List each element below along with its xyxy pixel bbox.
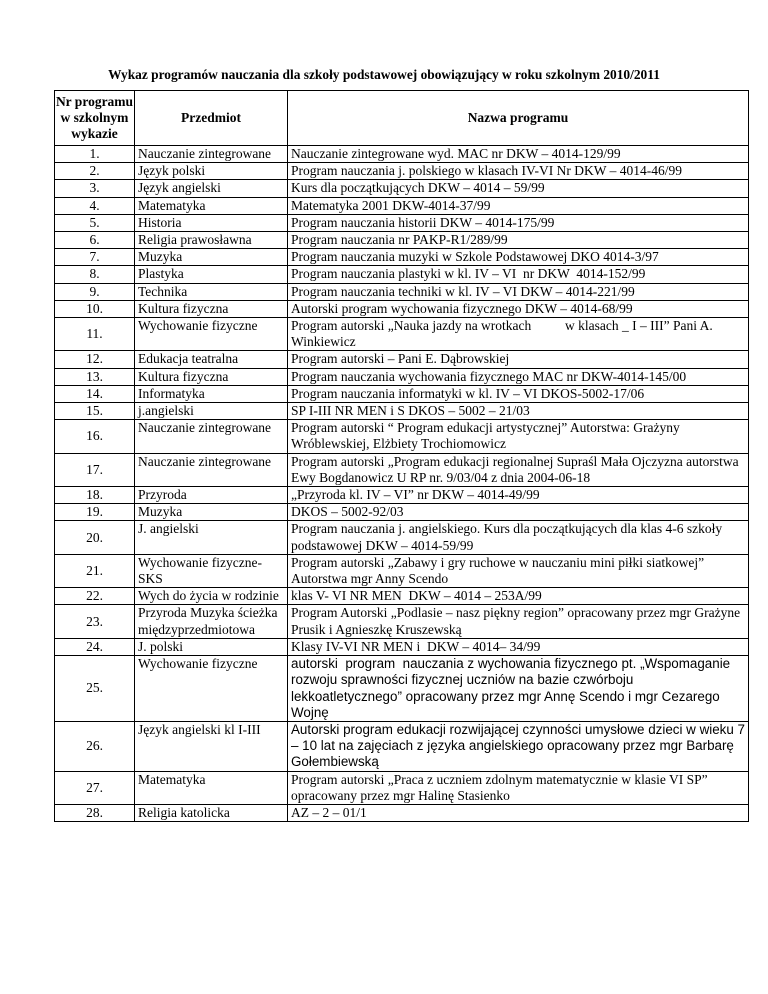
table-body: [55, 146, 749, 822]
row-subject: Nauczanie zintegrowane: [135, 453, 288, 486]
header-number: Nr programu w szkolnym wykazie: [55, 91, 135, 146]
row-program-name: Matematyka 2001 DKW-4014-37/99: [288, 197, 749, 214]
table-row: [55, 163, 749, 180]
row-program-name: Program nauczania j. polskiego w klasach IV-VI Nr DKW – 4014-46/99: [288, 163, 749, 180]
row-program-name: Program nauczania j. angielskiego. Kurs dla początkujących dla klas 4-6 szkoły podstawowej DKW – 4014-59/99: [288, 521, 749, 554]
row-number: 20.: [55, 521, 135, 554]
table-row: [55, 146, 749, 163]
row-subject: Wychowanie fizyczne- SKS: [135, 554, 288, 587]
row-subject: Edukacja teatralna: [135, 351, 288, 368]
row-program-name: Program autorski “ Program edukacji artystycznej” Autorstwa: Grażyny Wróblewskiej, Elżbiety Trochiomowicz: [288, 420, 749, 453]
row-program-name: Program nauczania nr PAKP-R1/289/99: [288, 232, 749, 249]
table-row: [55, 521, 749, 554]
row-program-name: Program autorski „Praca z uczniem zdolnym matematycznie w klasie VI SP” opracowany przez mgr Halinę Stasienko: [288, 771, 749, 804]
table-row: [55, 453, 749, 486]
row-number: 18.: [55, 487, 135, 504]
row-program-name: Program nauczania historii DKW – 4014-175/99: [288, 214, 749, 231]
row-program-name: Program autorski „Program edukacji regionalnej Supraśl Mała Ojczyzna autorstwa Ewy Bogdanowicz U RP nr. 9/03/04 z dnia 2004-06-18: [288, 453, 749, 486]
row-program-name: Program autorski „Nauka jazdy na wrotkach w klasach _ I – III” Pani A. Winkiewicz: [288, 318, 749, 351]
row-program-name: Program nauczania informatyki w kl. IV – VI DKOS-5002-17/06: [288, 385, 749, 402]
row-subject: Przyroda Muzyka ścieżka międzyprzedmiotowa: [135, 605, 288, 638]
row-subject: Kultura fizyczna: [135, 300, 288, 317]
row-program-name: Program nauczania muzyki w Szkole Podstawowej DKO 4014-3/97: [288, 249, 749, 266]
row-subject: Przyroda: [135, 487, 288, 504]
row-number: 22.: [55, 588, 135, 605]
row-program-name: Program nauczania wychowania fizycznego MAC nr DKW-4014-145/00: [288, 368, 749, 385]
table-row: [55, 300, 749, 317]
row-subject: J. angielski: [135, 521, 288, 554]
row-number: 11.: [55, 318, 135, 351]
document-title: Wykaz programów nauczania dla szkoły podstawowej obowiązujący w roku szkolnym 2010/2011: [108, 67, 660, 82]
row-program-name: Program autorski – Pani E. Dąbrowskiej: [288, 351, 749, 368]
table-row: [55, 180, 749, 197]
row-subject: Nauczanie zintegrowane: [135, 420, 288, 453]
row-subject: Wychowanie fizyczne: [135, 318, 288, 351]
table-row: [55, 214, 749, 231]
row-program-name: SP I-III NR MEN i S DKOS – 5002 – 21/03: [288, 403, 749, 420]
row-subject: Nauczanie zintegrowane: [135, 146, 288, 163]
row-number: 25.: [55, 656, 135, 722]
row-subject: Muzyka: [135, 249, 288, 266]
row-number: 10.: [55, 300, 135, 317]
table-row: [55, 318, 749, 351]
row-number: 28.: [55, 804, 135, 821]
row-program-name: Program nauczania plastyki w kl. IV – VI nr DKW 4014-152/99: [288, 266, 749, 283]
row-subject: Plastyka: [135, 266, 288, 283]
row-program-name: Program nauczania techniki w kl. IV – VI DKW – 4014-221/99: [288, 283, 749, 300]
row-subject: Język angielski: [135, 180, 288, 197]
row-number: 12.: [55, 351, 135, 368]
table-row: [55, 368, 749, 385]
table-row: [55, 638, 749, 655]
row-number: 26.: [55, 721, 135, 771]
row-program-name: Nauczanie zintegrowane wyd. MAC nr DKW – 4014-129/99: [288, 146, 749, 163]
row-program-name: Klasy IV-VI NR MEN i DKW – 4014– 34/99: [288, 638, 749, 655]
row-subject: Język polski: [135, 163, 288, 180]
table-row: [55, 249, 749, 266]
programs-table: [54, 90, 749, 822]
row-number: 2.: [55, 163, 135, 180]
row-number: 17.: [55, 453, 135, 486]
table-row: [55, 771, 749, 804]
row-program-name: Program autorski „Zabawy i gry ruchowe w nauczaniu mini piłki siatkowej” Autorstwa mgr Anny Scendo: [288, 554, 749, 587]
row-number: 24.: [55, 638, 135, 655]
row-program-name: Kurs dla początkujących DKW – 4014 – 59/99: [288, 180, 749, 197]
row-program-name: klas V- VI NR MEN DKW – 4014 – 253A/99: [288, 588, 749, 605]
row-program-name: Autorski program wychowania fizycznego DKW – 4014-68/99: [288, 300, 749, 317]
row-subject: Język angielski kl I-III: [135, 721, 288, 771]
table-row: [55, 351, 749, 368]
table-row: [55, 197, 749, 214]
row-number: 23.: [55, 605, 135, 638]
table-row: [55, 283, 749, 300]
table-row: [55, 385, 749, 402]
row-subject: Informatyka: [135, 385, 288, 402]
row-subject: Kultura fizyczna: [135, 368, 288, 385]
row-subject: j.angielski: [135, 403, 288, 420]
row-subject: Religia prawosławna: [135, 232, 288, 249]
header-program: Nazwa programu: [288, 91, 749, 146]
row-subject: J. polski: [135, 638, 288, 655]
row-number: 27.: [55, 771, 135, 804]
row-number: 19.: [55, 504, 135, 521]
table-row: [55, 487, 749, 504]
row-number: 9.: [55, 283, 135, 300]
row-program-name: Program Autorski „Podlasie – nasz piękny region” opracowany przez mgr Grażyne Prusik i Agnieszkę Kruszewską: [288, 605, 749, 638]
table-row: [55, 588, 749, 605]
row-number: 15.: [55, 403, 135, 420]
row-program-name: AZ – 2 – 01/1: [288, 804, 749, 821]
table-row: [55, 504, 749, 521]
row-number: 1.: [55, 146, 135, 163]
row-number: 13.: [55, 368, 135, 385]
row-subject: Matematyka: [135, 197, 288, 214]
table-row: [55, 804, 749, 821]
row-subject: Technika: [135, 283, 288, 300]
row-program-name: Autorski program edukacji rozwijającej czynności umysłowe dzieci w wieku 7 – 10 lat na zajęciach z języka angielskiego opracowany przez mgr Barbarę Gołembiewską: [288, 721, 749, 771]
table-header-row: [55, 91, 749, 146]
table-row: [55, 605, 749, 638]
table-row: [55, 420, 749, 453]
row-number: 7.: [55, 249, 135, 266]
table-row: [55, 232, 749, 249]
row-number: 3.: [55, 180, 135, 197]
row-subject: Historia: [135, 214, 288, 231]
row-number: 21.: [55, 554, 135, 587]
table-row: [55, 721, 749, 771]
table-row: [55, 403, 749, 420]
row-number: 14.: [55, 385, 135, 402]
row-subject: Wych do życia w rodzinie: [135, 588, 288, 605]
row-program-name: „Przyroda kl. IV – VI” nr DKW – 4014-49/99: [288, 487, 749, 504]
row-number: 16.: [55, 420, 135, 453]
row-subject: Matematyka: [135, 771, 288, 804]
header-subject: Przedmiot: [135, 91, 288, 146]
row-number: 8.: [55, 266, 135, 283]
row-program-name: DKOS – 5002-92/03: [288, 504, 749, 521]
table-row: [55, 266, 749, 283]
table-row: [55, 554, 749, 587]
row-number: 5.: [55, 214, 135, 231]
row-number: 6.: [55, 232, 135, 249]
row-program-name: autorski program nauczania z wychowania fizycznego pt. „Wspomaganie rozwoju sprawności fizycznej uczniów na bazie czwórboju lekkoatletycznego” opracowany przez mgr Annę Scendo i mgr Cezarego Wojnę: [288, 656, 749, 722]
table-row: [55, 656, 749, 722]
row-number: 4.: [55, 197, 135, 214]
row-subject: Religia katolicka: [135, 804, 288, 821]
row-subject: Muzyka: [135, 504, 288, 521]
row-subject: Wychowanie fizyczne: [135, 656, 288, 722]
